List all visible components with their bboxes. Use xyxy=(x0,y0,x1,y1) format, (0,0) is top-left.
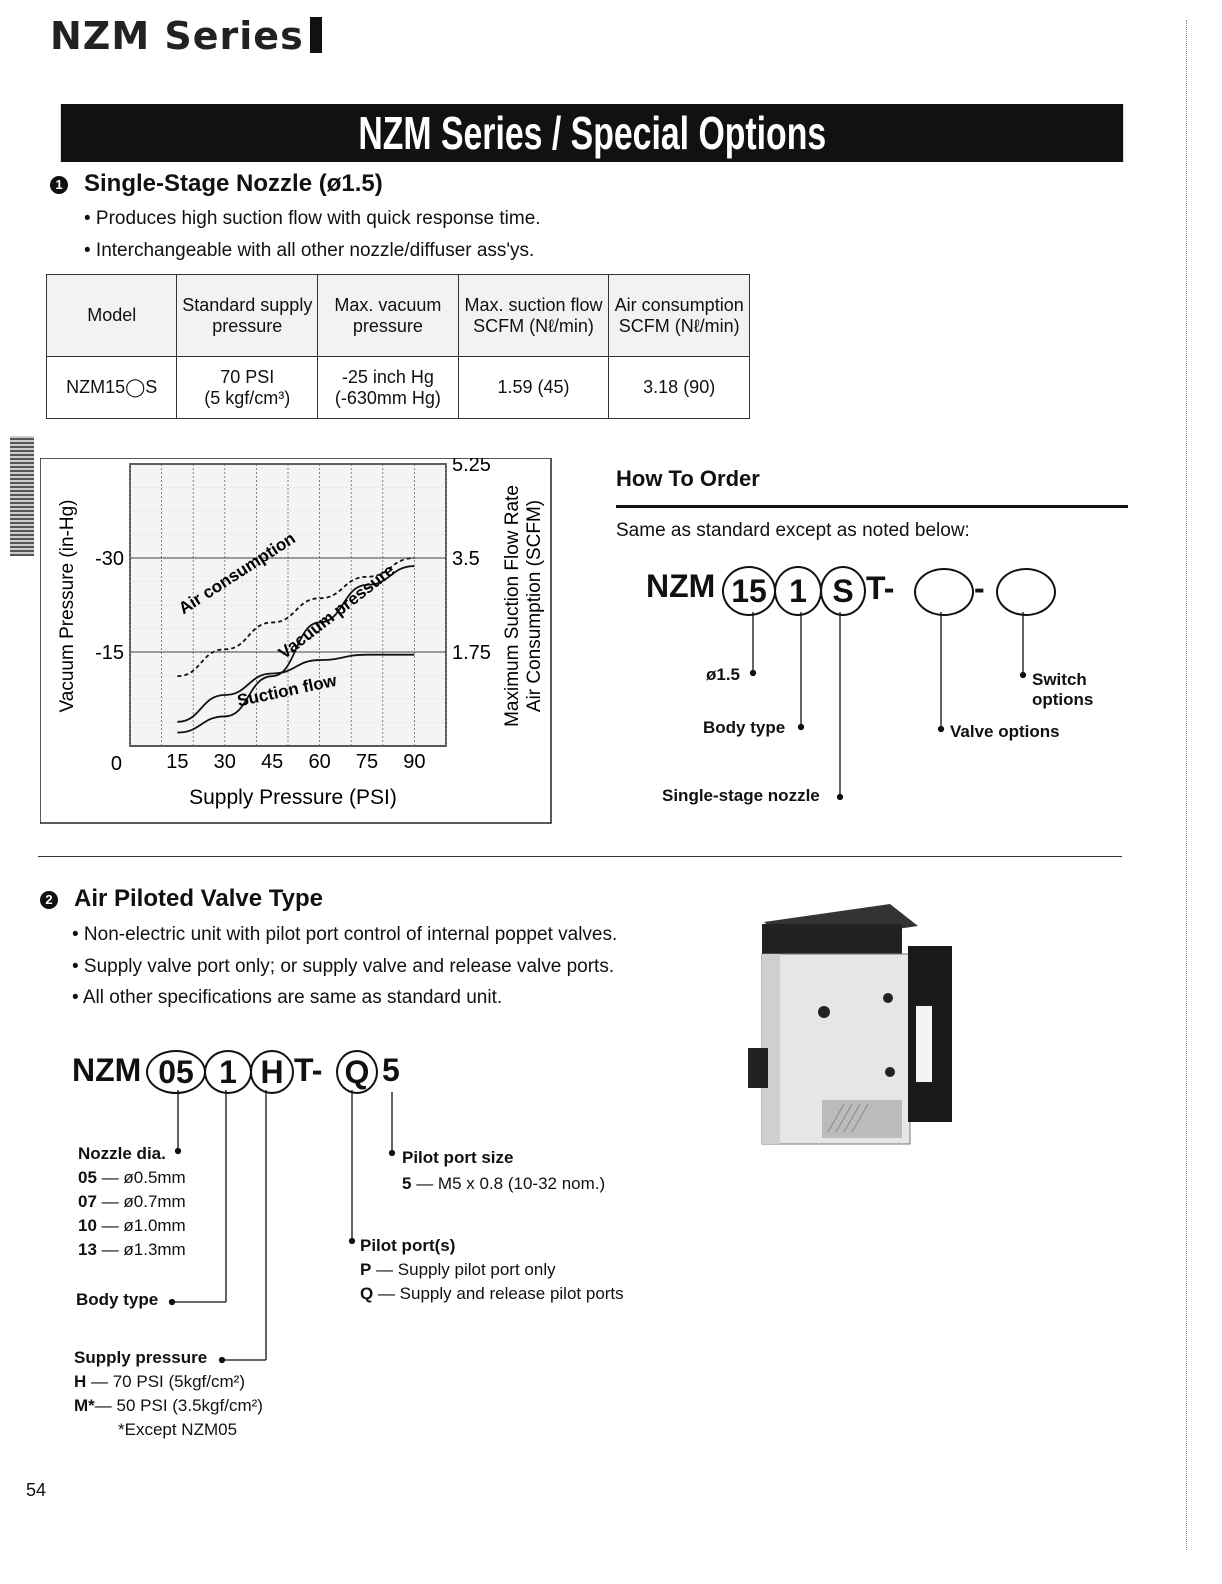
page-number: 54 xyxy=(26,1480,47,1500)
order-connectors xyxy=(600,600,1100,810)
x-tick-label: 15 xyxy=(166,751,189,773)
bubble-stage: S xyxy=(820,566,866,616)
pilot-size-item: 5 — M5 x 0.8 (10-32 nom.) xyxy=(402,1174,606,1193)
x-axis-label: Supply Pressure (PSI) xyxy=(189,786,397,809)
section2-number: 2 xyxy=(40,891,58,909)
order-code-1: NZM xyxy=(646,568,716,604)
nozzle-item: 13 — ø1.3mm xyxy=(78,1240,186,1259)
product-photo xyxy=(740,896,960,1156)
bubble2-nozzle: 05 xyxy=(146,1050,206,1094)
spec-table xyxy=(46,274,750,419)
nozzle-item: 07 — ø0.7mm xyxy=(78,1192,186,1211)
cell-model: NZM15◯S xyxy=(47,357,177,419)
x-tick-label: 90 xyxy=(403,751,426,773)
body-type-label: Body type xyxy=(76,1290,159,1309)
y-tick-label: -30 xyxy=(95,548,124,570)
pilot-port-item: P — Supply pilot port only xyxy=(360,1260,556,1279)
nozzle-dia-title: Nozzle dia. xyxy=(78,1144,166,1163)
label-switch: Switch xyxy=(1032,670,1087,689)
y2-tick-label: 1.75 xyxy=(452,642,491,664)
side-tab-mark xyxy=(10,436,34,556)
th-air: Air consumption SCFM (Nℓ/min) xyxy=(609,275,750,357)
how-to-order-note: Same as standard except as noted below: xyxy=(616,520,970,541)
y2-axis-label-2: Air Consumption (SCFM) xyxy=(524,499,545,713)
series-mark: NZM Series xyxy=(50,14,322,58)
cell-suction: 1.59 (45) xyxy=(458,357,609,419)
y2-tick-label: 3.5 xyxy=(452,548,480,570)
section2-heading xyxy=(40,885,323,913)
series-label: Air consumption xyxy=(175,528,299,619)
y-tick-label: -15 xyxy=(95,642,124,664)
order2-code-t: T- xyxy=(294,1052,323,1088)
bubble2-pilot: Q xyxy=(336,1050,378,1094)
label-options: options xyxy=(1032,690,1094,709)
supply-note: *Except NZM05 xyxy=(118,1420,238,1439)
order2-code-5: 5 xyxy=(382,1052,400,1088)
th-supply: Standard supply pressure xyxy=(177,275,318,357)
th-vacuum: Max. vacuum pressure xyxy=(318,275,459,357)
bubble2-supply: H xyxy=(250,1050,294,1094)
section1-number: 1 xyxy=(50,176,68,194)
th-model: Model xyxy=(47,275,177,357)
order2-connectors xyxy=(150,1088,410,1368)
section2-title: Air Piloted Valve Type xyxy=(74,885,323,912)
bubble-nozzle: 15 xyxy=(722,566,776,616)
how-to-order-title: How To Order xyxy=(616,466,760,491)
section1-bullet-2: • Interchangeable with all other nozzle/diffuser ass'ys. xyxy=(84,240,535,261)
series-label: Suction flow xyxy=(235,670,339,711)
supply-item: M*— 50 PSI (3.5kgf/cm²) xyxy=(74,1396,263,1415)
supply-item: H — 70 PSI (5kgf/cm²) xyxy=(74,1372,245,1391)
label-d15: ø1.5 xyxy=(706,665,741,684)
order-code-dash: - xyxy=(974,570,985,606)
table-row xyxy=(47,357,750,419)
label-body-type: Body type xyxy=(703,718,786,737)
performance-chart xyxy=(40,458,552,824)
nozzle-item: 05 — ø0.5mm xyxy=(78,1168,186,1187)
pilot-port-item: Q — Supply and release pilot ports xyxy=(360,1284,624,1303)
y-tick-label: 0 xyxy=(110,753,122,775)
cell-vacuum: -25 inch Hg (-630mm Hg) xyxy=(318,357,459,419)
section1-bullet-1: • Produces high suction flow with quick response time. xyxy=(84,208,541,229)
section2-bullet-1: • Non-electric unit with pilot port control of internal poppet valves. xyxy=(72,924,618,945)
section2-bullet-3: • All other specifications are same as standard unit. xyxy=(72,987,503,1008)
scan-edge xyxy=(1186,20,1188,1550)
series-label: Vacuum pressure xyxy=(274,560,399,663)
y2-axis-label-1: Maximum Suction Flow Rate xyxy=(502,485,523,727)
order-code-2: NZM xyxy=(72,1052,142,1088)
pilot-ports-title: Pilot port(s) xyxy=(360,1236,456,1255)
bubble2-body: 1 xyxy=(204,1050,252,1094)
cell-air: 3.18 (90) xyxy=(609,357,750,419)
nozzle-item: 10 — ø1.0mm xyxy=(78,1216,186,1235)
section2-bullet-2: • Supply valve port only; or supply valve and release valve ports. xyxy=(72,956,615,977)
pilot-size-title: Pilot port size xyxy=(402,1148,514,1167)
label-single-stage: Single-stage nozzle xyxy=(662,786,820,805)
section1-title: Single-Stage Nozzle (ø1.5) xyxy=(84,170,383,197)
x-tick-label: 60 xyxy=(308,751,331,773)
y-axis-label: Vacuum Pressure (in-Hg) xyxy=(57,499,78,713)
x-tick-label: 45 xyxy=(261,751,284,773)
how-to-order-rule xyxy=(616,505,1128,508)
section-divider xyxy=(38,856,1122,857)
cell-supply: 70 PSI (5 kgf/cm³) xyxy=(177,357,318,419)
bubble-body: 1 xyxy=(774,566,822,616)
x-tick-label: 75 xyxy=(355,751,379,773)
section1-heading xyxy=(50,170,383,198)
x-tick-label: 30 xyxy=(213,751,236,773)
th-suction: Max. suction flow SCFM (Nℓ/min) xyxy=(458,275,609,357)
page-title-banner: NZM Series / Special Options xyxy=(61,104,1123,162)
y2-tick-label: 5.25 xyxy=(452,458,491,476)
supply-pressure-title: Supply pressure xyxy=(74,1348,208,1367)
order-code-t: T- xyxy=(866,570,895,606)
label-valve-options: Valve options xyxy=(950,722,1060,741)
